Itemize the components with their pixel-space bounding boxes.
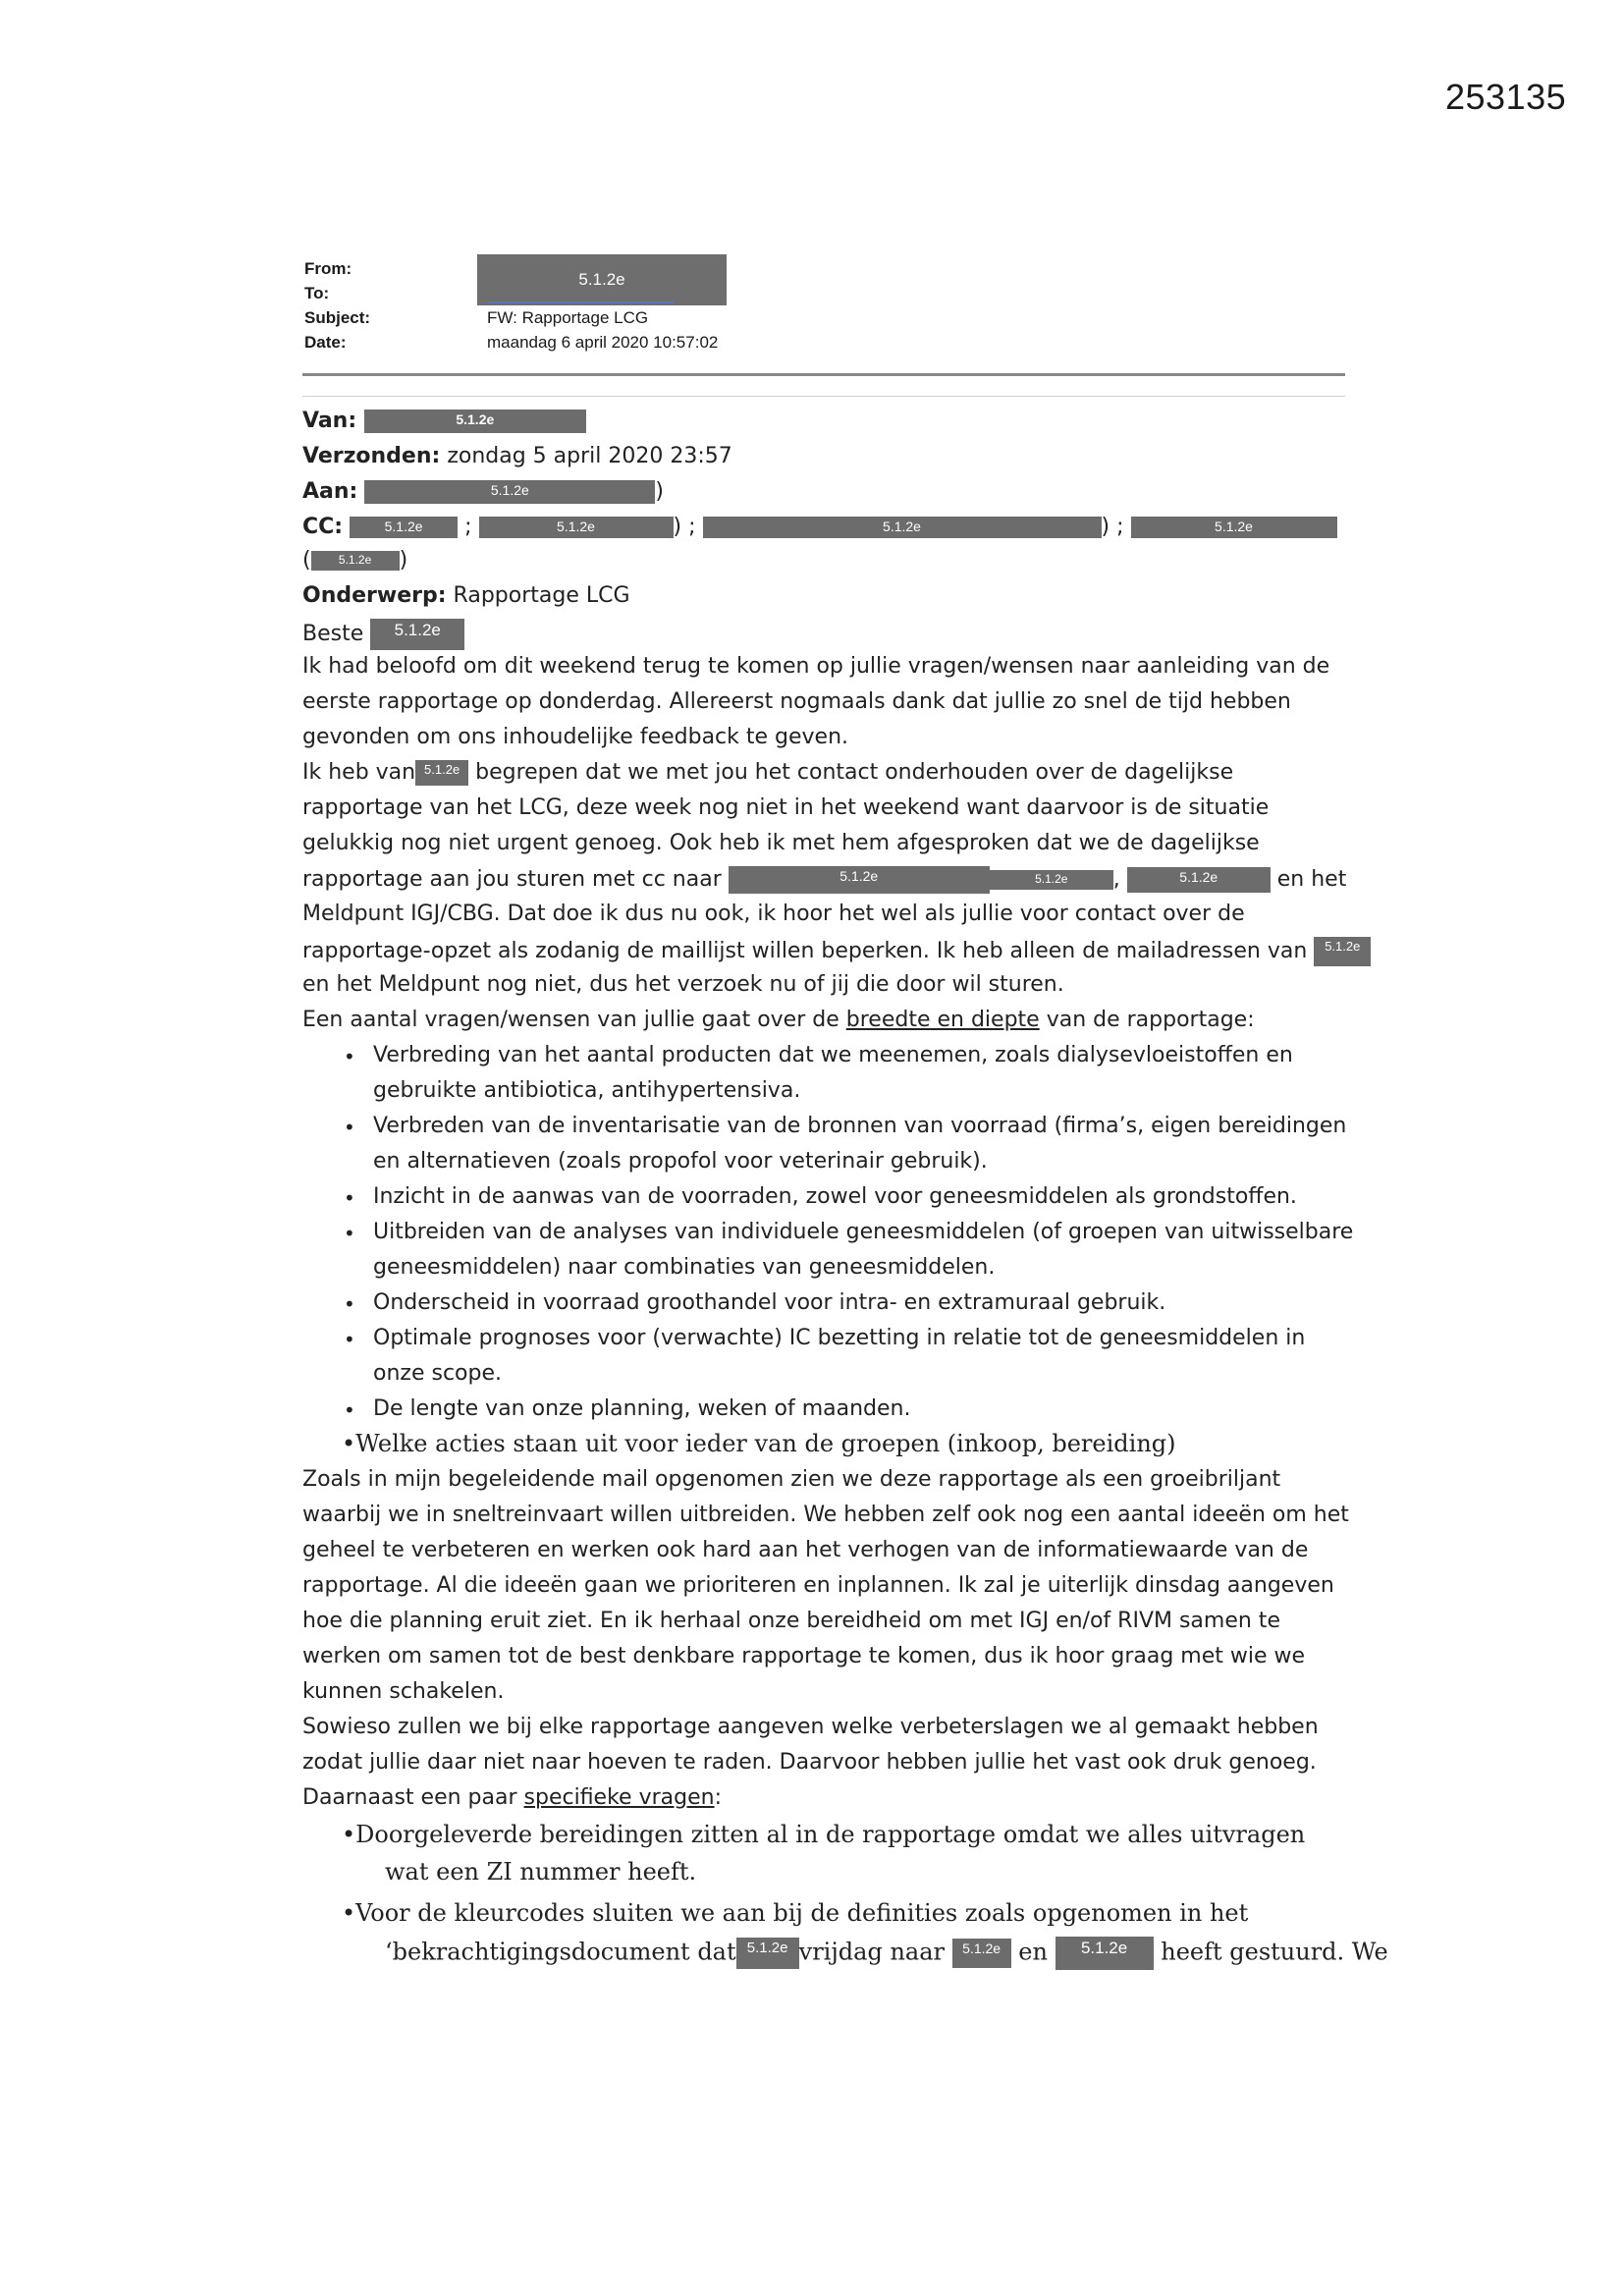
date-label: Date: bbox=[304, 333, 347, 352]
header-divider-thin bbox=[302, 396, 1345, 397]
redaction-box: 5.1.2e bbox=[370, 619, 464, 650]
text: , bbox=[1112, 867, 1120, 892]
van-line bbox=[302, 409, 586, 433]
paragraph-line: rapportage van het LCG, deze week nog niet in het weekend want daarvoor is de situatie bbox=[302, 795, 1270, 820]
cc-line bbox=[302, 515, 1337, 539]
list-item: Verbreding van het aantal producten dat we meenemen, zoals dialysevloeistoffen en bbox=[373, 1043, 1293, 1067]
header-divider bbox=[302, 373, 1345, 376]
list-item: Inzicht in de aanwas van de voorraden, zowel voor geneesmiddelen als grondstoffen. bbox=[373, 1184, 1297, 1209]
paragraph-line: eerste rapportage op donderdag. Allereerst nogmaals dank dat jullie zo snel de tijd hebben bbox=[302, 689, 1291, 714]
redaction-box: 5.1.2e bbox=[350, 517, 458, 538]
list-item: Optimale prognoses voor (verwachte) IC bezetting in relatie tot de geneesmiddelen in bbox=[373, 1326, 1306, 1350]
paragraph-line bbox=[302, 1008, 1255, 1032]
list-item: wat een ZI nummer heeft. bbox=[385, 1858, 697, 1886]
cc-label: CC: bbox=[302, 515, 344, 539]
aan-label: Aan: bbox=[302, 479, 358, 504]
onderwerp-line bbox=[302, 583, 630, 608]
onderwerp-value: Rapportage LCG bbox=[453, 583, 630, 608]
paragraph-line: Meldpunt IGJ/CBG. Dat doe ik dus nu ook, ik hoor het wel als jullie voor contact over de bbox=[302, 902, 1245, 926]
text: begrepen dat we met jou het contact onderhouden over de dagelijkse bbox=[475, 760, 1234, 785]
redaction-box: 5.1.2e bbox=[736, 1938, 799, 1969]
text: ‘bekrachtigingsdocument dat bbox=[385, 1938, 736, 1966]
text: Een aantal vragen/wensen van jullie gaat over de bbox=[302, 1008, 839, 1032]
redaction-box: 5.1.2e bbox=[479, 517, 674, 538]
separator: ; bbox=[464, 515, 472, 539]
subject-label: Subject: bbox=[304, 308, 371, 327]
list-item bbox=[342, 1899, 1248, 1927]
verzonden-value: zondag 5 april 2020 23:57 bbox=[447, 444, 732, 468]
paragraph-line bbox=[302, 760, 1233, 786]
bullet-dot: • bbox=[344, 1116, 355, 1139]
bullet-dot: • bbox=[344, 1398, 355, 1422]
list-item: en alternatieven (zoals propofol voor veterinair gebruik). bbox=[373, 1149, 988, 1174]
text: Welke acties staan uit voor ieder van de groepen (inkoop, bereiding) bbox=[355, 1430, 1176, 1457]
redaction-box: 5.1.2e bbox=[1314, 937, 1371, 966]
paren: ) bbox=[655, 479, 664, 504]
bullet-dot: • bbox=[344, 1328, 355, 1351]
text: van de rapportage: bbox=[1046, 1008, 1255, 1032]
redaction-box: 5.1.2e bbox=[1127, 867, 1271, 893]
paragraph-line: gelukkig nog niet urgent genoeg. Ook heb ik met hem afgesproken dat we de dagelijkse bbox=[302, 831, 1260, 855]
text: heeft gestuurd. We bbox=[1161, 1938, 1388, 1966]
cc-line-2 bbox=[302, 548, 407, 573]
greeting-line bbox=[302, 619, 464, 650]
separator: ) ; bbox=[673, 515, 696, 539]
text: Voor de kleurcodes sluiten we aan bij de definities zoals opgenomen in het bbox=[355, 1899, 1249, 1927]
list-item: Verbreden van de inventarisatie van de bronnen van voorraad (firma’s, eigen bereidingen bbox=[373, 1114, 1347, 1138]
paragraph-line: Sowieso zullen we bij elke rapportage aangeven welke verbeterslagen we al gemaakt hebben bbox=[302, 1715, 1319, 1739]
redaction-box: 5.1.2e bbox=[703, 517, 1102, 538]
text: en het bbox=[1276, 867, 1347, 892]
redaction-box: 5.1.2e bbox=[415, 760, 468, 786]
bullet-dot: • bbox=[342, 1899, 356, 1927]
paragraph-line: hoe die planning eruit ziet. En ik herhaal onze bereidheid om met IGJ en/of RIVM samen te bbox=[302, 1609, 1280, 1633]
paragraph-line bbox=[302, 937, 1371, 966]
from-label: From: bbox=[304, 259, 352, 278]
paragraph-line bbox=[302, 866, 1346, 894]
text: Ik heb van bbox=[302, 760, 416, 785]
to-link-underline bbox=[487, 301, 674, 303]
verzonden-line bbox=[302, 444, 732, 468]
onderwerp-label: Onderwerp: bbox=[302, 583, 447, 608]
paren: ( bbox=[302, 548, 311, 573]
text: Doorgeleverde bereidingen zitten al in de rapportage omdat we alles uitvragen bbox=[355, 1821, 1306, 1848]
redaction-box: 5.1.2e bbox=[1056, 1937, 1154, 1970]
separator: ) ; bbox=[1101, 515, 1124, 539]
paragraph-line: gevonden om ons inhoudelijke feedback te geven. bbox=[302, 725, 849, 749]
bullet-dot: • bbox=[344, 1186, 355, 1210]
paragraph-line bbox=[302, 1785, 722, 1810]
list-item bbox=[342, 1821, 1305, 1848]
paragraph-line: zodat jullie daar niet naar hoeven te raden. Daarvoor hebben jullie het vast ook druk genoeg. bbox=[302, 1750, 1317, 1775]
redaction-box: 5.1.2e bbox=[990, 870, 1113, 890]
list-item: geneesmiddelen) naar combinaties van geneesmiddelen. bbox=[373, 1255, 996, 1280]
underlined-text: specifieke vragen bbox=[523, 1785, 715, 1810]
redaction-box: 5.1.2e bbox=[364, 480, 655, 504]
text: rapportage-opzet als zodanig de maillijst willen beperken. Ik heb alleen de mailadressen van bbox=[302, 939, 1308, 963]
bullet-dot: • bbox=[344, 1045, 355, 1068]
redaction-box: 5.1.2e bbox=[364, 410, 586, 433]
text: vrijdag naar bbox=[798, 1938, 945, 1966]
aan-line bbox=[302, 479, 664, 504]
van-label: Van: bbox=[302, 409, 357, 433]
redaction-box: 5.1.2e bbox=[952, 1939, 1011, 1968]
paragraph-line: rapportage. Al die ideeën gaan we prioriteren en inplannen. Ik zal je uiterlijk dinsdag aangeven bbox=[302, 1573, 1334, 1598]
to-label: To: bbox=[304, 284, 330, 302]
bullet-dot: • bbox=[344, 1222, 355, 1245]
redaction-box: 5.1.2e bbox=[729, 866, 990, 894]
list-item bbox=[342, 1430, 1176, 1457]
paragraph-line: Zoals in mijn begeleidende mail opgenomen zien we deze rapportage als een groeibriljant bbox=[302, 1467, 1281, 1492]
redaction-box: 5.1.2e bbox=[311, 551, 400, 571]
redaction-box: 5.1.2e bbox=[1131, 517, 1337, 538]
bullet-dot: • bbox=[342, 1430, 356, 1457]
bullet-dot: • bbox=[342, 1821, 356, 1848]
paragraph-line: Ik had beloofd om dit weekend terug te komen op jullie vragen/wensen naar aanleiding van de bbox=[302, 654, 1330, 679]
list-item: Uitbreiden van de analyses van individuele geneesmiddelen (of groepen van uitwisselbare bbox=[373, 1220, 1354, 1244]
text: rapportage aan jou sturen met cc naar bbox=[302, 867, 722, 892]
verzonden-label: Verzonden: bbox=[302, 444, 441, 468]
paragraph-line: kunnen schakelen. bbox=[302, 1679, 505, 1704]
underlined-text: breedte en diepte bbox=[845, 1008, 1040, 1032]
document-number: 253135 bbox=[1445, 77, 1567, 117]
list-item: Onderscheid in voorraad groothandel voor intra- en extramuraal gebruik. bbox=[373, 1290, 1166, 1315]
list-item bbox=[385, 1937, 1388, 1970]
list-item: gebruikte antibiotica, antihypertensiva. bbox=[373, 1078, 801, 1103]
paragraph-line: waarbij we in sneltreinvaart willen uitbreiden. We hebben zelf ook nog een aantal ideeën om het bbox=[302, 1503, 1349, 1527]
bullet-dot: • bbox=[344, 1292, 355, 1316]
list-item: De lengte van onze planning, weken of maanden. bbox=[373, 1396, 911, 1421]
redaction-box: 5.1.2e bbox=[477, 254, 727, 305]
greeting: Beste bbox=[302, 622, 364, 646]
paragraph-line: en het Meldpunt nog niet, dus het verzoek nu of jij die door wil sturen. bbox=[302, 972, 1064, 997]
list-item: onze scope. bbox=[373, 1361, 502, 1386]
paren: ) bbox=[399, 548, 408, 573]
text: : bbox=[714, 1785, 722, 1810]
text: en bbox=[1018, 1938, 1048, 1966]
paragraph-line: werken om samen tot de best denkbare rapportage te komen, dus ik hoor graag met wie we bbox=[302, 1644, 1306, 1668]
paragraph-line: geheel te verbeteren en werken ook hard aan het verhogen van de informatiewaarde van de bbox=[302, 1538, 1309, 1562]
text: Daarnaast een paar bbox=[302, 1785, 517, 1810]
subject-value: FW: Rapportage LCG bbox=[487, 308, 649, 327]
date-value: maandag 6 april 2020 10:57:02 bbox=[487, 333, 719, 352]
